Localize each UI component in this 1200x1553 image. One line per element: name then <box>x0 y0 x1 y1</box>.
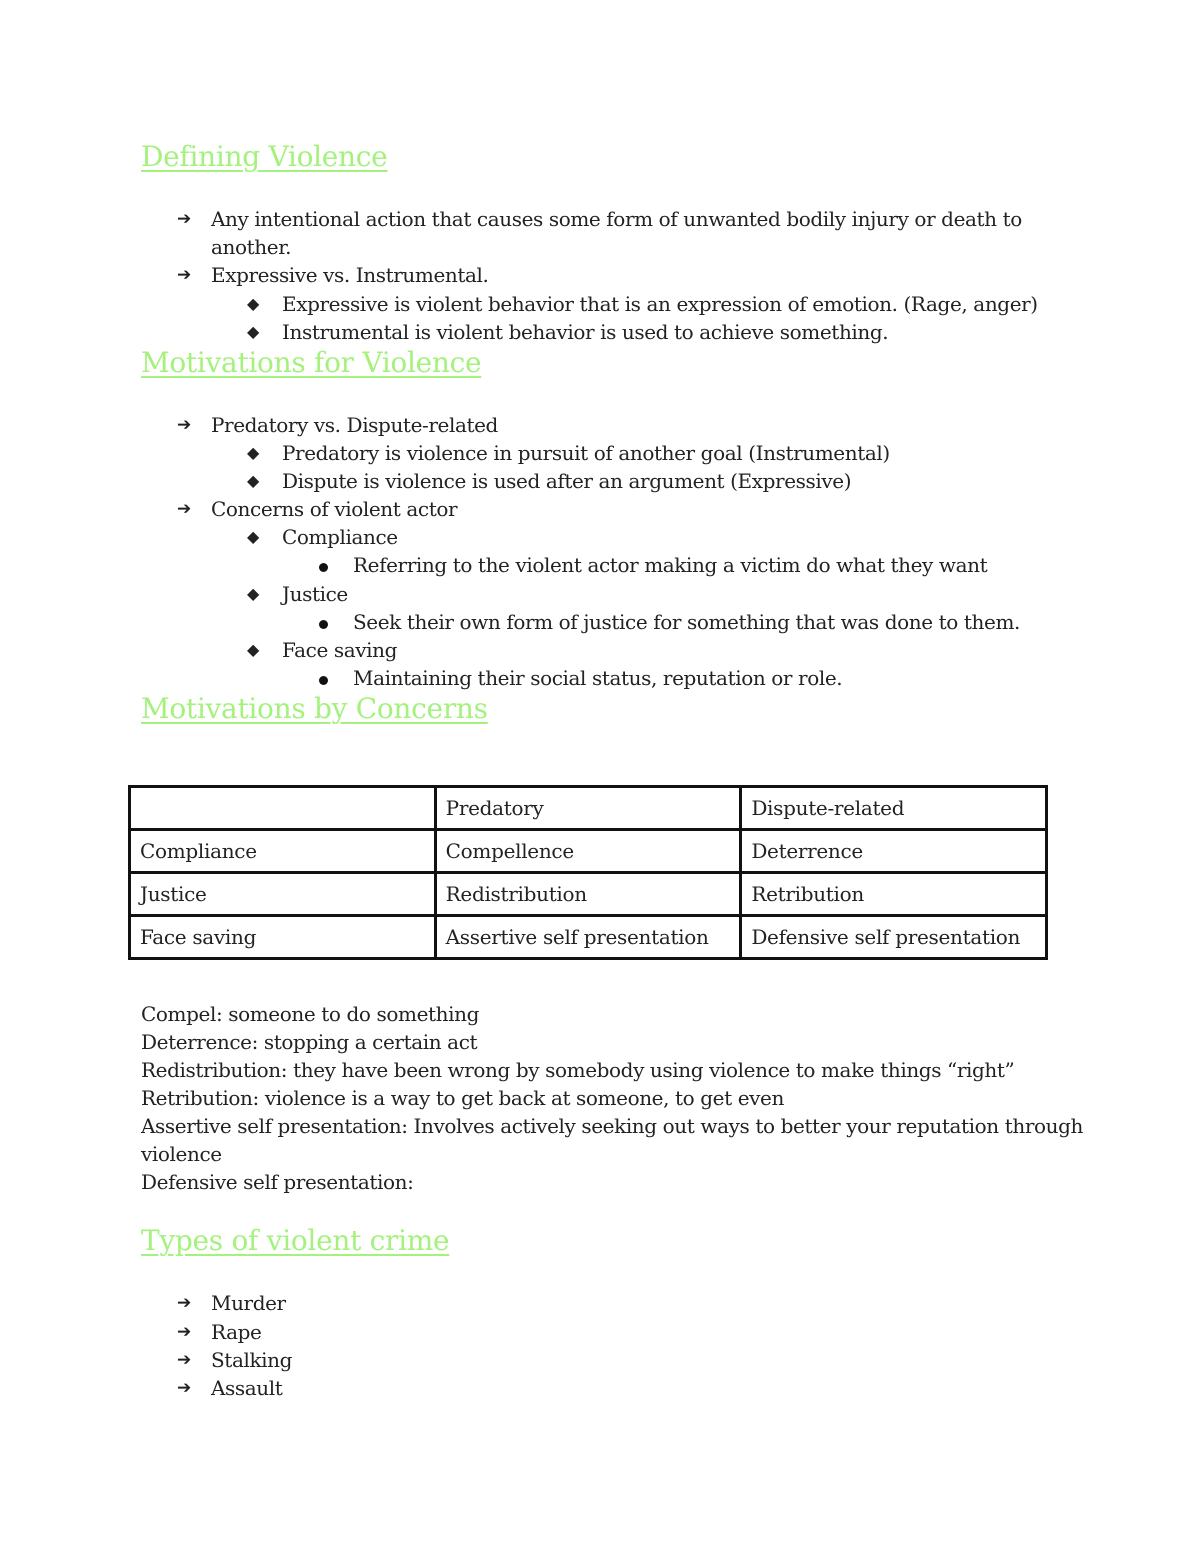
bullet-text: Concerns of violent actor <box>211 497 458 521</box>
section-heading-types-of-violent-crime: Types of violent crime <box>141 1224 450 1257</box>
sub-bullet-text: Expressive is violent behavior that is an expression of emotion. (Rage, anger) <box>282 292 1038 316</box>
table-row <box>130 916 1047 959</box>
table-header-row <box>130 787 1047 830</box>
table-cell: Dispute-related <box>741 787 1047 830</box>
table-cell: Deterrence <box>741 830 1047 873</box>
arrow-icon: ➔ <box>177 209 192 229</box>
section-heading-motivations: Motivations for Violence <box>141 346 482 379</box>
definition-line: Retribution: violence is a way to get back at someone, to get even <box>141 1086 784 1110</box>
diamond-icon: ◆ <box>247 294 260 313</box>
diamond-icon: ◆ <box>247 443 260 462</box>
arrow-icon: ➔ <box>177 1293 192 1313</box>
diamond-icon: ◆ <box>247 640 260 659</box>
bullet-text: Predatory vs. Dispute-related <box>211 413 498 437</box>
arrow-icon: ➔ <box>177 415 192 435</box>
definition-line: violence <box>141 1142 222 1166</box>
sub-bullet-text: Predatory is violence in pursuit of another goal (Instrumental) <box>282 441 890 465</box>
sub-bullet-text: Justice <box>282 582 348 606</box>
arrow-icon: ➔ <box>177 499 192 519</box>
sub-bullet-text: Instrumental is violent behavior is used to achieve something. <box>282 320 889 344</box>
section-heading-defining-violence: Defining Violence <box>141 140 388 173</box>
arrow-icon: ➔ <box>177 265 192 285</box>
dot-icon <box>319 608 328 636</box>
arrow-icon: ➔ <box>177 1378 192 1398</box>
table-cell: Predatory <box>435 787 741 830</box>
bullet-text: Any intentional action that causes some form of unwanted bodily injury or death to <box>211 207 1022 231</box>
sub-sub-bullet-text: Referring to the violent actor making a victim do what they want <box>353 553 988 577</box>
sub-bullet-text: Compliance <box>282 525 398 549</box>
dot-icon <box>319 664 328 692</box>
definition-line: Defensive self presentation: <box>141 1170 414 1194</box>
table-cell: Justice <box>130 873 436 916</box>
table-cell: Defensive self presentation <box>741 916 1047 959</box>
definition-line: Compel: someone to do something <box>141 1002 480 1026</box>
bullet-text: Expressive vs. Instrumental. <box>211 263 489 287</box>
list-item: Rape <box>211 1320 262 1344</box>
definition-line: Assertive self presentation: Involves actively seeking out ways to better your reputation through <box>141 1114 1084 1138</box>
concerns-table <box>128 785 1048 960</box>
table-cell: Compellence <box>435 830 741 873</box>
definition-line: Redistribution: they have been wrong by somebody using violence to make things “right” <box>141 1058 1015 1082</box>
table-cell: Face saving <box>130 916 436 959</box>
table-row <box>130 830 1047 873</box>
diamond-icon: ◆ <box>247 471 260 490</box>
sub-bullet-text: Dispute is violence is used after an argument (Expressive) <box>282 469 852 493</box>
table-cell: Retribution <box>741 873 1047 916</box>
list-item: Assault <box>211 1376 283 1400</box>
table-cell: Redistribution <box>435 873 741 916</box>
table-cell: Assertive self presentation <box>435 916 741 959</box>
definition-line: Deterrence: stopping a certain act <box>141 1030 478 1054</box>
table-cell: Compliance <box>130 830 436 873</box>
bullet-text: another. <box>211 235 292 259</box>
section-heading-motivations-by-concerns: Motivations by Concerns <box>141 692 488 725</box>
sub-sub-bullet-text: Seek their own form of justice for something that was done to them. <box>353 610 1020 634</box>
dot-icon <box>319 551 328 579</box>
arrow-icon: ➔ <box>177 1322 192 1342</box>
diamond-icon: ◆ <box>247 527 260 546</box>
list-item: Murder <box>211 1291 286 1315</box>
list-item: Stalking <box>211 1348 293 1372</box>
sub-sub-bullet-text: Maintaining their social status, reputation or role. <box>353 666 843 690</box>
table-row <box>130 873 1047 916</box>
table-cell <box>130 787 436 830</box>
diamond-icon: ◆ <box>247 322 260 341</box>
diamond-icon: ◆ <box>247 584 260 603</box>
arrow-icon: ➔ <box>177 1350 192 1370</box>
sub-bullet-text: Face saving <box>282 638 398 662</box>
